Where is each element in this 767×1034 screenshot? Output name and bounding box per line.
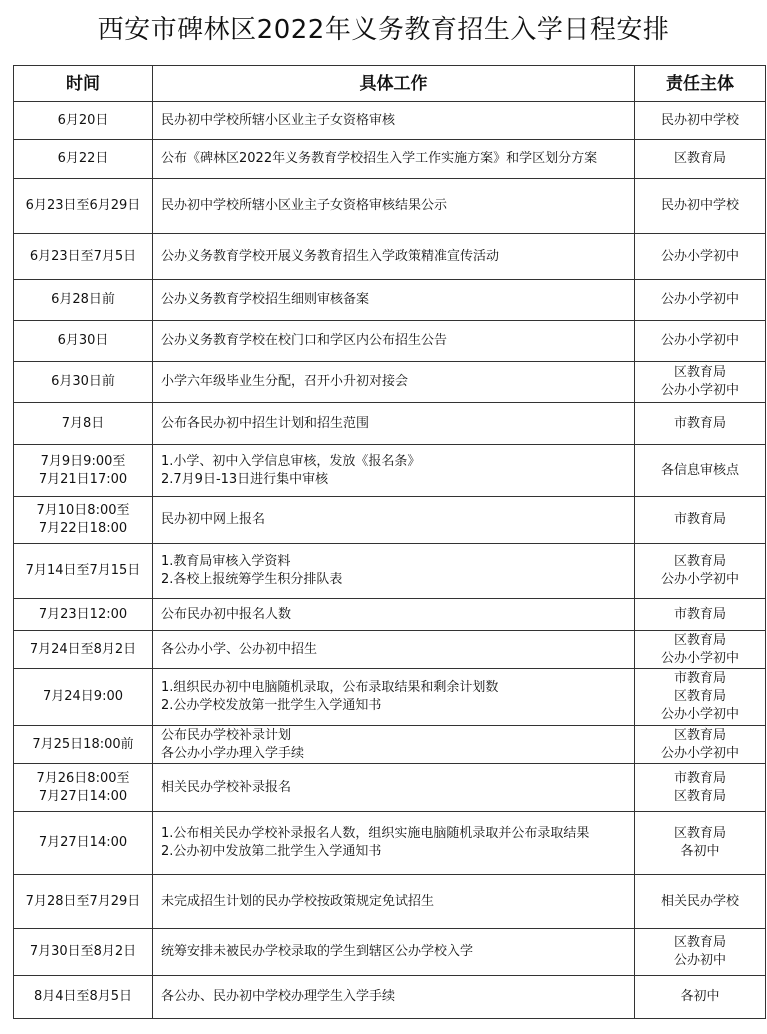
cell-work: 统筹安排未被民办学校录取的学生到辖区公办学校入学 bbox=[153, 929, 635, 976]
cell-owner: 公办小学初中 bbox=[635, 280, 766, 321]
table-row bbox=[14, 362, 766, 403]
cell-work: 公布各民办初中招生计划和招生范围 bbox=[153, 403, 635, 445]
table-row bbox=[14, 497, 766, 544]
table-row bbox=[14, 875, 766, 929]
cell-owner: 相关民办学校 bbox=[635, 875, 766, 929]
table-row bbox=[14, 726, 766, 764]
table-row bbox=[14, 599, 766, 631]
cell-work: 1.组织民办初中电脑随机录取，公布录取结果和剩余计划数 2.公办学校发放第一批学生入学通知书 bbox=[153, 669, 635, 726]
cell-time: 6月28日前 bbox=[14, 280, 153, 321]
table-row bbox=[14, 669, 766, 726]
cell-time: 6月20日 bbox=[14, 102, 153, 140]
table-row bbox=[14, 929, 766, 976]
cell-time: 7月24日9:00 bbox=[14, 669, 153, 726]
cell-work: 民办初中学校所辖小区业主子女资格审核结果公示 bbox=[153, 179, 635, 234]
schedule-table bbox=[13, 65, 766, 1019]
cell-time: 7月24日至8月2日 bbox=[14, 631, 153, 669]
table-row bbox=[14, 445, 766, 497]
cell-owner: 区教育局 公办小学初中 bbox=[635, 544, 766, 599]
table-row bbox=[14, 140, 766, 179]
cell-owner: 市教育局 bbox=[635, 497, 766, 544]
cell-work: 公办义务教育学校开展义务教育招生入学政策精准宣传活动 bbox=[153, 234, 635, 280]
cell-owner: 区教育局 公办小学初中 bbox=[635, 631, 766, 669]
cell-owner: 区教育局 公办小学初中 bbox=[635, 726, 766, 764]
cell-time: 7月23日12:00 bbox=[14, 599, 153, 631]
cell-owner: 民办初中学校 bbox=[635, 179, 766, 234]
cell-work: 公办义务教育学校在校门口和学区内公布招生公告 bbox=[153, 321, 635, 362]
cell-time: 6月30日前 bbox=[14, 362, 153, 403]
cell-time: 7月25日18:00前 bbox=[14, 726, 153, 764]
cell-time: 6月23日至7月5日 bbox=[14, 234, 153, 280]
cell-owner: 市教育局 bbox=[635, 599, 766, 631]
table-header-row bbox=[14, 66, 766, 102]
cell-time: 7月9日9:00至 7月21日17:00 bbox=[14, 445, 153, 497]
table-row bbox=[14, 544, 766, 599]
cell-owner: 各初中 bbox=[635, 976, 766, 1019]
cell-work: 1.公布相关民办学校补录报名人数，组织实施电脑随机录取并公布录取结果 2.公办初中发放第二批学生入学通知书 bbox=[153, 812, 635, 875]
cell-work: 各公办、民办初中学校办理学生入学手续 bbox=[153, 976, 635, 1019]
cell-work: 各公办小学、公办初中招生 bbox=[153, 631, 635, 669]
cell-time: 6月30日 bbox=[14, 321, 153, 362]
table-row bbox=[14, 812, 766, 875]
table-row bbox=[14, 234, 766, 280]
cell-owner: 公办小学初中 bbox=[635, 321, 766, 362]
cell-time: 7月8日 bbox=[14, 403, 153, 445]
cell-time: 7月26日8:00至 7月27日14:00 bbox=[14, 764, 153, 812]
cell-work: 公办义务教育学校招生细则审核备案 bbox=[153, 280, 635, 321]
table-row bbox=[14, 179, 766, 234]
cell-owner: 区教育局 公办初中 bbox=[635, 929, 766, 976]
cell-owner: 民办初中学校 bbox=[635, 102, 766, 140]
cell-time: 7月28日至7月29日 bbox=[14, 875, 153, 929]
cell-time: 7月27日14:00 bbox=[14, 812, 153, 875]
cell-work: 1.教育局审核入学资料 2.各校上报统筹学生积分排队表 bbox=[153, 544, 635, 599]
header-work: 具体工作 bbox=[153, 66, 635, 102]
cell-time: 6月22日 bbox=[14, 140, 153, 179]
table-row bbox=[14, 631, 766, 669]
header-owner: 责任主体 bbox=[635, 66, 766, 102]
cell-work: 公布《碑林区2022年义务教育学校招生入学工作实施方案》和学区划分方案 bbox=[153, 140, 635, 179]
cell-owner: 市教育局 区教育局 公办小学初中 bbox=[635, 669, 766, 726]
table-row bbox=[14, 321, 766, 362]
table-row bbox=[14, 403, 766, 445]
table-row bbox=[14, 764, 766, 812]
cell-time: 7月14日至7月15日 bbox=[14, 544, 153, 599]
cell-work: 公布民办初中报名人数 bbox=[153, 599, 635, 631]
header-time: 时间 bbox=[14, 66, 153, 102]
cell-work: 民办初中学校所辖小区业主子女资格审核 bbox=[153, 102, 635, 140]
cell-time: 6月23日至6月29日 bbox=[14, 179, 153, 234]
cell-work: 公布民办学校补录计划 各公办小学办理入学手续 bbox=[153, 726, 635, 764]
cell-owner: 市教育局 区教育局 bbox=[635, 764, 766, 812]
cell-time: 7月30日至8月2日 bbox=[14, 929, 153, 976]
table-row bbox=[14, 280, 766, 321]
cell-work: 相关民办学校补录报名 bbox=[153, 764, 635, 812]
cell-work: 民办初中网上报名 bbox=[153, 497, 635, 544]
table-row bbox=[14, 976, 766, 1019]
cell-work: 小学六年级毕业生分配，召开小升初对接会 bbox=[153, 362, 635, 403]
cell-owner: 各信息审核点 bbox=[635, 445, 766, 497]
cell-time: 7月10日8:00至 7月22日18:00 bbox=[14, 497, 153, 544]
cell-work: 未完成招生计划的民办学校按政策规定免试招生 bbox=[153, 875, 635, 929]
cell-time: 8月4日至8月5日 bbox=[14, 976, 153, 1019]
cell-owner: 市教育局 bbox=[635, 403, 766, 445]
cell-owner: 区教育局 bbox=[635, 140, 766, 179]
cell-owner: 公办小学初中 bbox=[635, 234, 766, 280]
cell-owner: 区教育局 各初中 bbox=[635, 812, 766, 875]
document-title: 西安市碑林区2022年义务教育招生入学日程安排 bbox=[97, 15, 670, 45]
cell-owner: 区教育局 公办小学初中 bbox=[635, 362, 766, 403]
cell-work: 1.小学、初中入学信息审核，发放《报名条》 2.7月9日-13日进行集中审核 bbox=[153, 445, 635, 497]
table-row bbox=[14, 102, 766, 140]
